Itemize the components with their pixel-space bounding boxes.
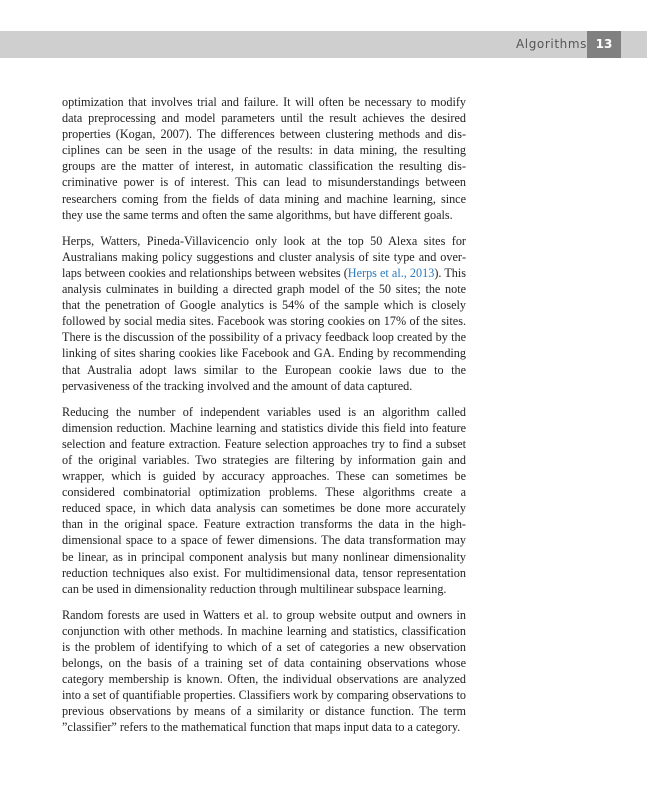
paragraph-herps-text-start: Herps, Watters, Pineda-Villavicencio only look at the top 50 Alexa sites for Australians making policy suggestions and cluster analysis of site type and overlaps between cookies and relationships between websites (	[62, 233, 466, 280]
paragraph-dimension-reduction: Reducing the number of independent variables used is an algorithm called dimension reduction. Machine learning and statistics divide this field into feature selection and feature extraction. Feature selection approaches try to find a subset of the original variables. Two strategies are filtering by information gain and wrapper, which is guided by accuracy approaches. These can sometimes be considered combinatorial optimization problems. These algorithms create a reduced space, in which data analysis can sometimes be done more accurately than in the original space. Feature extraction transforms the data in the high-dimensional space to a space of fewer dimensions. The data transformation may be linear, as in principal component analysis but many nonlinear dimensionality reduction techniques also exist. For multidimensional data, tensor representation can be used in dimensionality reduction through multilinear subspace learning.	[62, 404, 466, 596]
page-number-badge: 13	[587, 31, 621, 58]
paragraph-herps-text-end: ). This analysis culminates in building a directed graph model of the 50 sites; the note that the penetration of Google analytics is 54% of the sample which is closely followed by social media sites. Facebook was storing cookies on 17% of the sites. There is the discussion of the possibility of a privacy feedback loop created by the linking of sites sharing cookies like Facebook and GA. Ending by recommending that Australia adopt laws similar to the European cookie laws due to the pervasiveness of the tracking involved and the amount of data captured.	[62, 265, 466, 393]
citation-link-herps-2013[interactable]: Herps et al., 2013	[347, 265, 435, 280]
body-text	[62, 94, 466, 746]
running-head-title: Algorithms	[515, 37, 587, 51]
running-header	[0, 31, 647, 58]
paragraph-clustering: optimization that involves trial and failure. It will often be necessary to modify data preprocessing and model parameters until the result achieves the desired properties (Kogan, 2007). The differences between clustering methods and disciplines can be seen in the usage of the results: in data mining, the resulting groups are the matter of interest, in automatic classification the resulting discriminative power is of interest. This can lead to misunderstandings between researchers coming from the fields of data mining and machine learning, since they use the same terms and often the same algorithms, but have different goals.	[62, 95, 466, 222]
paragraph-random-forests: Random forests are used in Watters et al. to group website output and owners in conjunction with other methods. In machine learning and statistics, classification is the problem of identifying to which of a set of categories a new observation belongs, on the basis of a training set of data containing observations whose category membership is known. Often, the individual observations are analyzed into a set of quantifiable properties. Classifiers work by comparing observations to previous observations by means of a similarity or distance function. The term ”classifier” refers to the mathematical function that maps input data to a category.	[62, 607, 466, 735]
paragraph-herps-study	[62, 233, 466, 394]
